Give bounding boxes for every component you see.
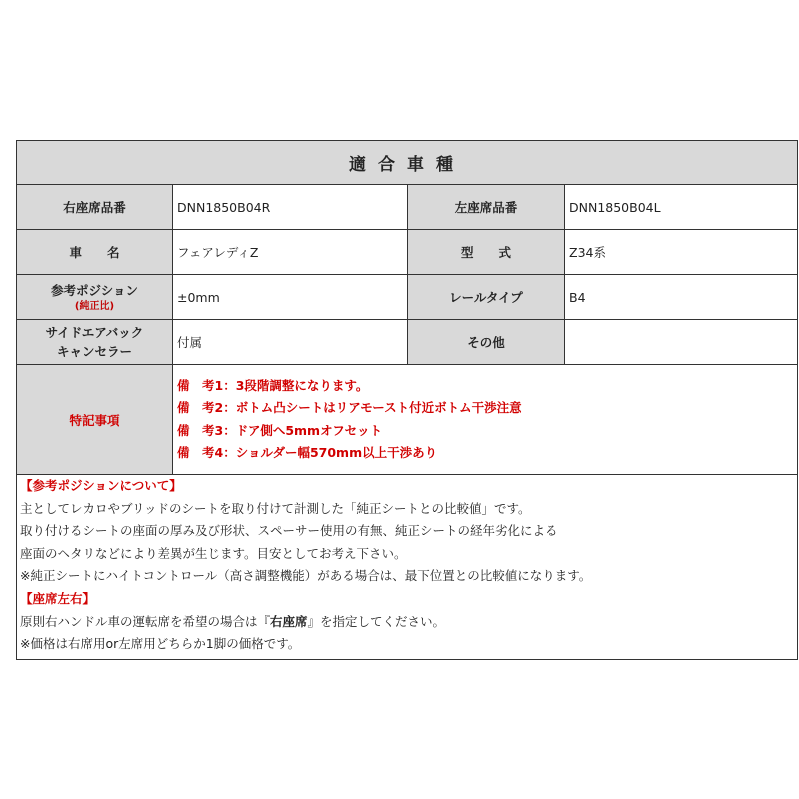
note-item: 備 考2：ボトム凸シートはリアモースト付近ボトム干渉注意 [177,400,522,415]
other-label: その他 [408,320,565,364]
seat-side-heading: 【座席左右】 [20,590,96,606]
note-item: 備 考1：3段階調整になります。 [177,377,369,393]
table-row [17,230,797,275]
vehicle-name-label: 車 名 [17,230,173,274]
footer-line: ※純正シートにハイトコントロール（高さ調整機能）がある場合は、最下位置との比較値になります。 [20,568,592,584]
footer-line: 主としてレカロやブリッドのシートを取り付けて計測した「純正シートとの比較値」です。 [20,500,531,516]
airbag-canceller-label [17,320,173,364]
reference-position-value: ±0mm [173,275,408,319]
table-row [17,320,797,365]
footer-line: 取り付けるシートの座面の厚み及び形状、スペーサー使用の有無、純正シートの経年劣化による [20,523,558,539]
right-seat-part-value: DNN1850B04R [173,185,408,229]
note-item: 備 考3：ドア側へ5mmオフセット [177,422,383,438]
airbag-canceller-line1: サイドエアバック [45,325,144,340]
model-code-value: Z34系 [569,245,606,260]
left-seat-part-value: DNN1850B04L [569,199,661,215]
reference-position-heading: 【参考ポジションについて】 [20,478,182,493]
seat-side-text-pre: 原則右ハンドル車の運転席を希望の場合は『 [20,613,271,629]
special-notes-label: 特記事項 [17,365,173,474]
rail-type-label: レールタイプ [408,275,565,319]
vehicle-name-value: フェアレディZ [173,230,408,274]
table-row [17,275,797,320]
model-code-label: 型 式 [408,230,565,274]
rail-type-value: B4 [569,289,586,305]
right-seat-emphasis: 右座席 [270,613,308,629]
reference-position-sub: (純正比) [74,300,115,312]
table-row-notes [17,365,797,475]
airbag-canceller-line2: キャンセラー [56,344,132,359]
airbag-canceller-value: 付属 [173,320,408,364]
other-value [565,320,797,364]
footer-notes [17,475,797,656]
note-item: 備 考4：ショルダー幅570mm以上干渉あり [177,445,438,460]
reference-position-title: 参考ポジション [51,282,138,298]
footer-line: 座面のヘタリなどにより差異が生じます。目安としてお考え下さい。 [20,545,407,561]
left-seat-part-label: 左座席品番 [408,185,565,229]
special-notes-list [173,365,797,474]
right-seat-part-label: 右座席品番 [17,185,173,229]
footer-line: ※価格は右席用or左席用どちらか1脚の価格です。 [20,636,301,652]
seat-side-text-post: 』を指定してください。 [307,613,446,629]
table-title: 適合車種 [17,141,797,185]
footer-line [20,611,797,634]
table-row [17,185,797,230]
fitment-table [16,140,798,660]
reference-position-label [17,275,173,319]
